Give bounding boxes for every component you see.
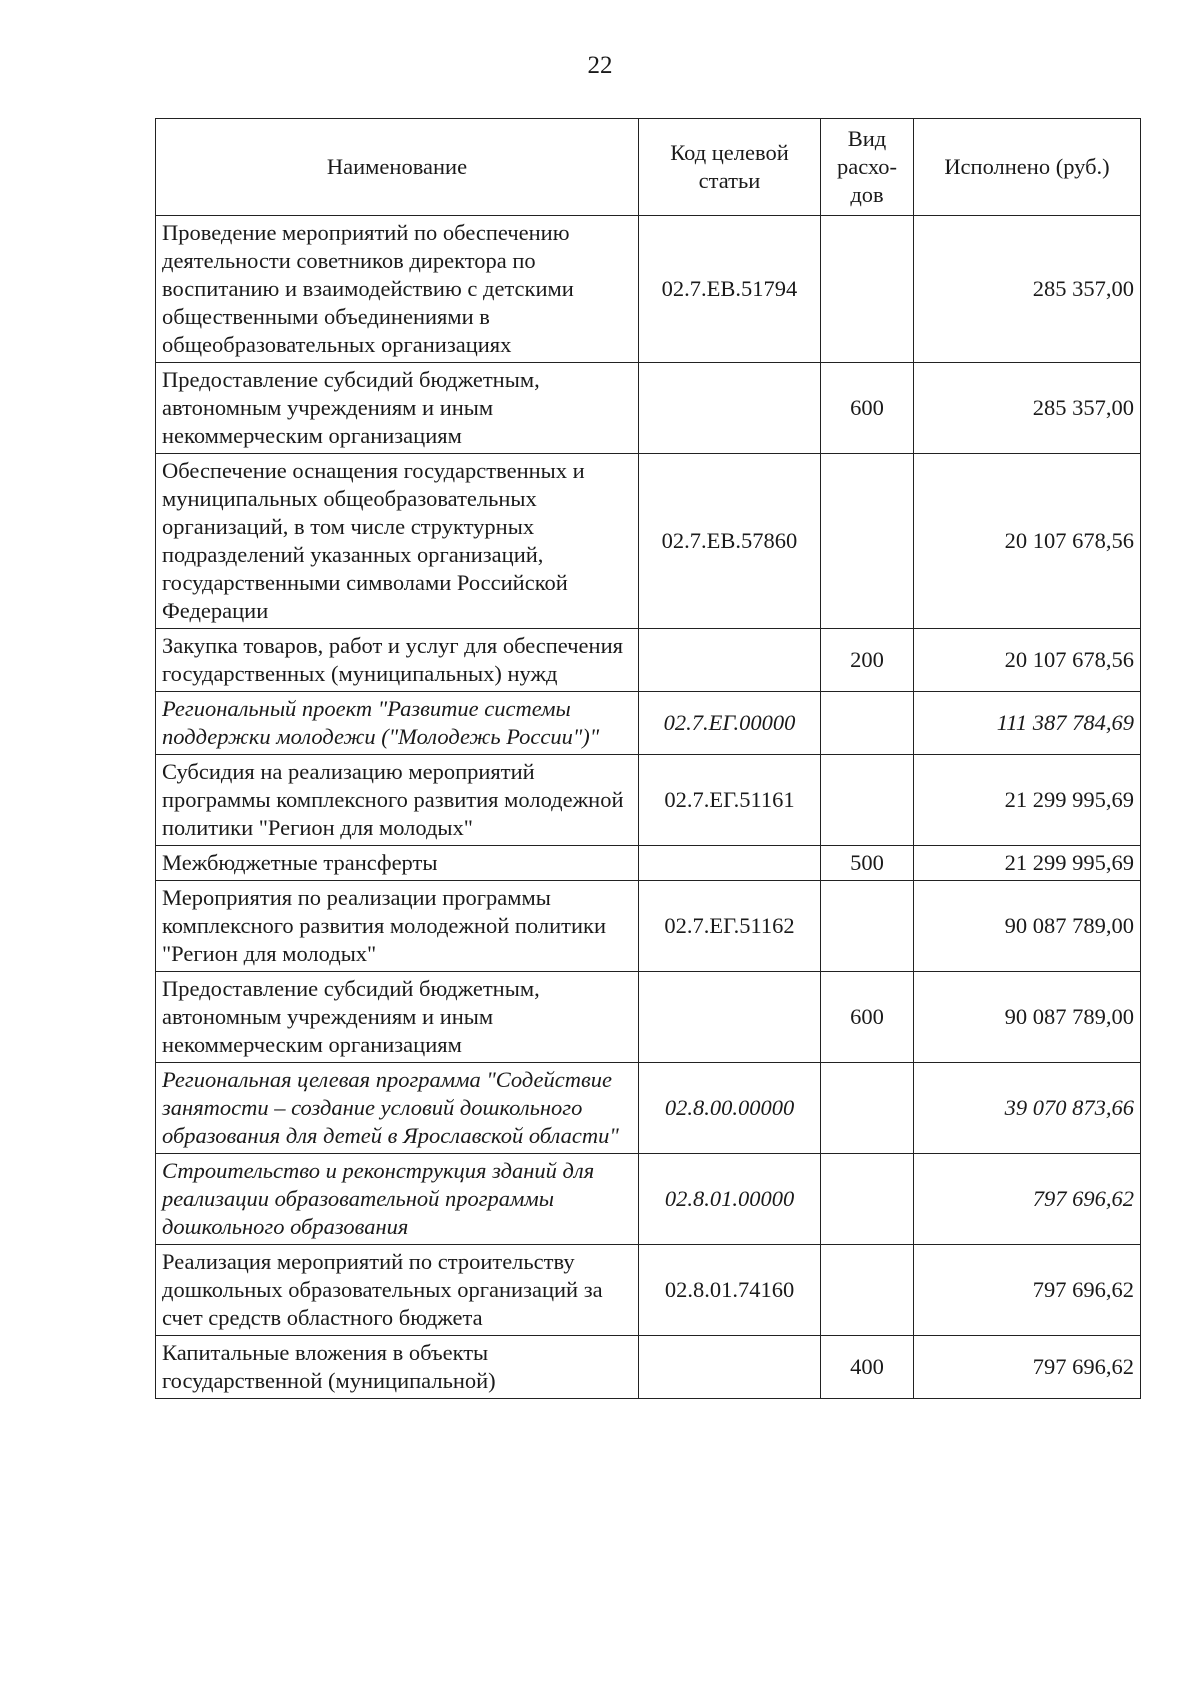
row-name: Региональная целевая программа "Содействие занятости – создание условий дошкольного образования для детей в Ярославской области" [156, 1063, 639, 1154]
table-row [156, 692, 1141, 755]
row-name: Обеспечение оснащения государственных и муниципальных общеобразовательных организаций, в том числе структурных подразделений указанных организаций, государственными символами Российской Федерации [156, 454, 639, 629]
row-kind [821, 1245, 914, 1336]
row-executed: 39 070 873,66 [914, 1063, 1141, 1154]
row-kind [821, 1063, 914, 1154]
table-row [156, 972, 1141, 1063]
header-kind: Вид расхо-дов [821, 119, 914, 216]
row-code [639, 1336, 821, 1399]
row-executed: 111 387 784,69 [914, 692, 1141, 755]
row-executed: 20 107 678,56 [914, 454, 1141, 629]
row-executed: 285 357,00 [914, 216, 1141, 363]
table-row [156, 363, 1141, 454]
expenditure-table [155, 118, 1141, 1399]
row-name: Мероприятия по реализации программы комплексного развития молодежной политики "Регион для молодых" [156, 881, 639, 972]
table-row [156, 881, 1141, 972]
header-name: Наименование [156, 119, 639, 216]
table-row [156, 454, 1141, 629]
header-executed: Исполнено (руб.) [914, 119, 1141, 216]
row-kind: 500 [821, 846, 914, 881]
row-executed: 90 087 789,00 [914, 972, 1141, 1063]
row-executed: 20 107 678,56 [914, 629, 1141, 692]
row-kind: 600 [821, 972, 914, 1063]
header-code: Код целевой статьи [639, 119, 821, 216]
table-row [156, 216, 1141, 363]
row-name: Предоставление субсидий бюджетным, автономным учреждениям и иным некоммерческим организациям [156, 972, 639, 1063]
table-row [156, 846, 1141, 881]
table-row [156, 1336, 1141, 1399]
row-code: 02.7.ЕВ.51794 [639, 216, 821, 363]
row-name: Межбюджетные трансферты [156, 846, 639, 881]
row-name: Закупка товаров, работ и услуг для обеспечения государственных (муниципальных) нужд [156, 629, 639, 692]
row-executed: 797 696,62 [914, 1245, 1141, 1336]
row-executed: 21 299 995,69 [914, 755, 1141, 846]
row-kind: 600 [821, 363, 914, 454]
row-kind: 200 [821, 629, 914, 692]
row-executed: 285 357,00 [914, 363, 1141, 454]
row-executed: 797 696,62 [914, 1154, 1141, 1245]
row-kind [821, 454, 914, 629]
row-name: Проведение мероприятий по обеспечению деятельности советников директора по воспитанию и взаимодействию с детскими общественными объединениями в общеобразовательных организациях [156, 216, 639, 363]
row-executed: 90 087 789,00 [914, 881, 1141, 972]
row-executed: 21 299 995,69 [914, 846, 1141, 881]
row-name: Предоставление субсидий бюджетным, автономным учреждениям и иным некоммерческим организациям [156, 363, 639, 454]
row-code: 02.8.01.00000 [639, 1154, 821, 1245]
row-kind [821, 881, 914, 972]
row-code [639, 846, 821, 881]
row-kind [821, 216, 914, 363]
row-kind: 400 [821, 1336, 914, 1399]
table-row [156, 755, 1141, 846]
table-row [156, 629, 1141, 692]
row-code: 02.7.ЕГ.51162 [639, 881, 821, 972]
row-name: Капитальные вложения в объекты государственной (муниципальной) [156, 1336, 639, 1399]
page-number: 22 [587, 52, 613, 79]
table-header-row [156, 119, 1141, 216]
row-code: 02.8.01.74160 [639, 1245, 821, 1336]
row-name: Региональный проект "Развитие системы поддержки молодежи ("Молодежь России")" [156, 692, 639, 755]
row-executed: 797 696,62 [914, 1336, 1141, 1399]
row-kind [821, 692, 914, 755]
row-name: Реализация мероприятий по строительству дошкольных образовательных организаций за счет средств областного бюджета [156, 1245, 639, 1336]
table-body [156, 216, 1141, 1399]
row-code: 02.8.00.00000 [639, 1063, 821, 1154]
table-row [156, 1154, 1141, 1245]
row-name: Субсидия на реализацию мероприятий программы комплексного развития молодежной политики "Регион для молодых" [156, 755, 639, 846]
row-code: 02.7.ЕВ.57860 [639, 454, 821, 629]
row-code: 02.7.ЕГ.51161 [639, 755, 821, 846]
row-code [639, 629, 821, 692]
row-code [639, 363, 821, 454]
row-name: Строительство и реконструкция зданий для реализации образовательной программы дошкольного образования [156, 1154, 639, 1245]
row-code [639, 972, 821, 1063]
table-row [156, 1245, 1141, 1336]
row-kind [821, 1154, 914, 1245]
row-code: 02.7.ЕГ.00000 [639, 692, 821, 755]
row-kind [821, 755, 914, 846]
table-row [156, 1063, 1141, 1154]
